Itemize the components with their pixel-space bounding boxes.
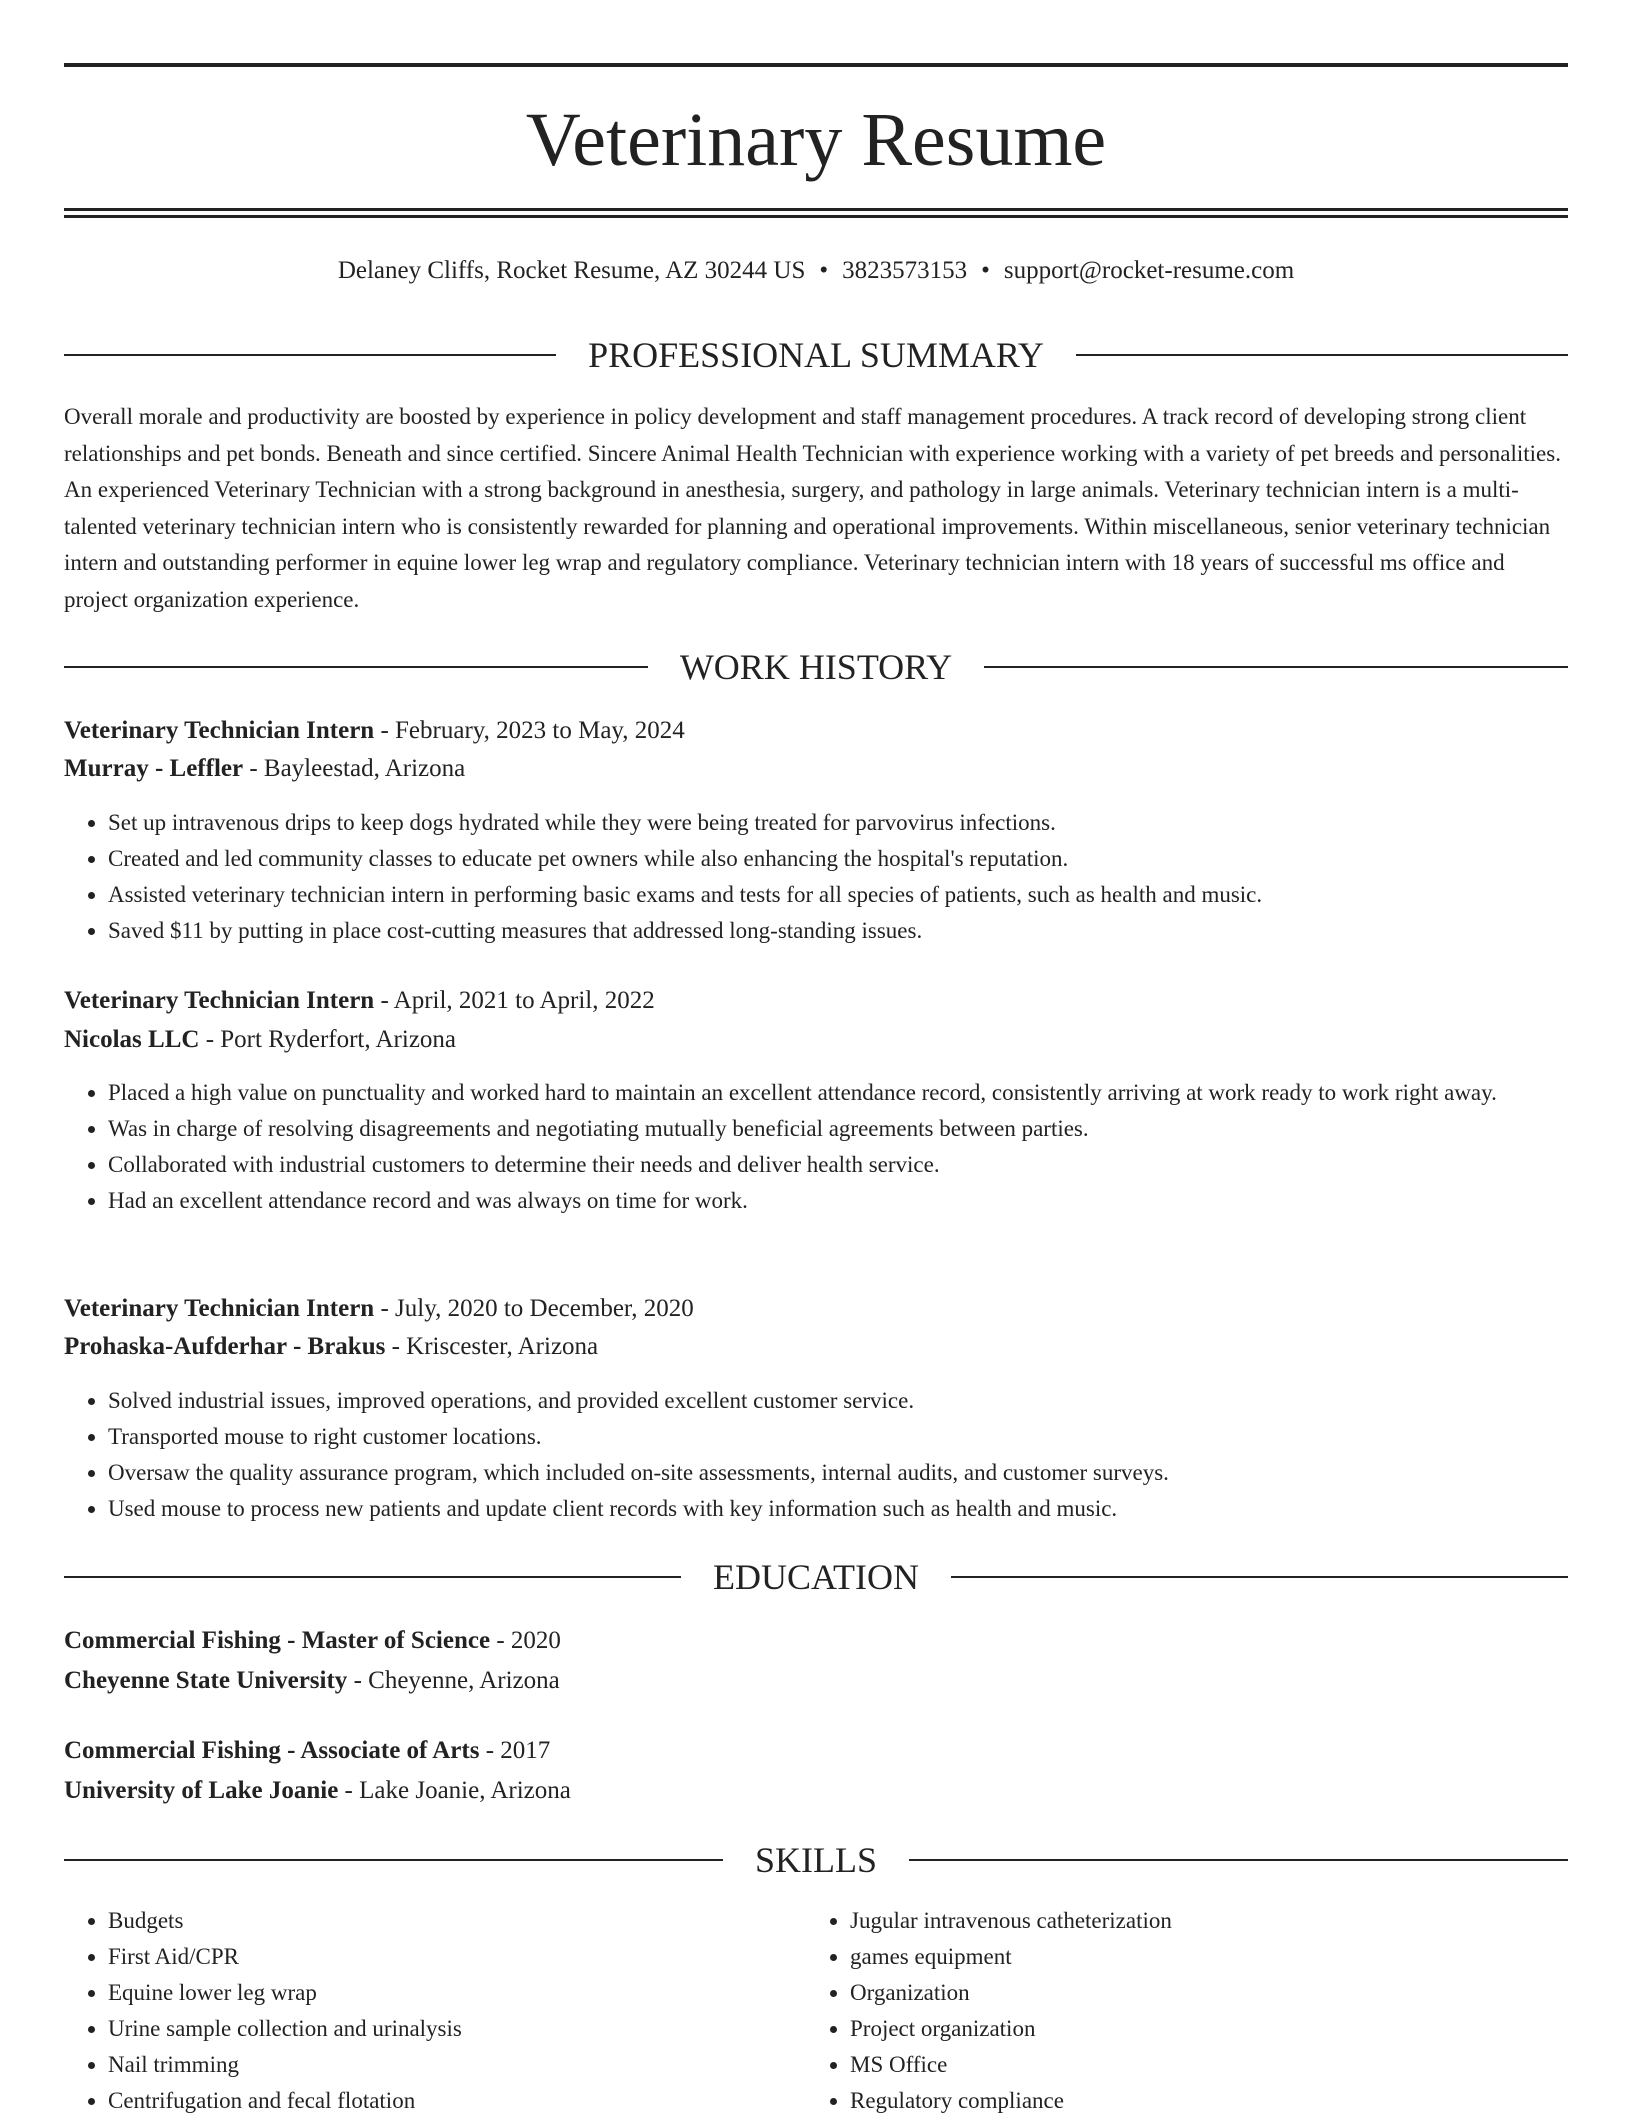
job-company-line — [64, 1023, 1568, 1057]
job-company-line — [64, 752, 1568, 786]
section-heading-education — [64, 1555, 1568, 1599]
heading-rule-left — [64, 354, 556, 356]
list-item: • Used mouse to process new patients and update client records with key information such as health and music. — [108, 1491, 1568, 1527]
education-school: Cheyenne State University — [64, 1667, 348, 1694]
skill-item: • MS Office — [850, 2047, 1546, 2083]
skill-item: • Nail trimming — [108, 2047, 804, 2083]
job-bullets — [64, 805, 1568, 949]
job-company: Prohaska-Aufderhar - Brakus — [64, 1333, 386, 1360]
education-degree-line — [64, 1734, 1568, 1768]
job-bullets — [64, 1075, 1568, 1219]
skills-list-left — [64, 1903, 804, 2119]
job-title: Veterinary Technician Intern — [64, 987, 375, 1014]
contact-separator: • — [819, 257, 829, 284]
header-double-rule-lower — [64, 215, 1568, 218]
list-item: • Saved $11 by putting in place cost-cutting measures that addressed long-standing issues. — [108, 913, 1568, 949]
job-title-line — [64, 984, 1568, 1018]
job-title: Veterinary Technician Intern — [64, 1295, 375, 1322]
list-item: • Assisted veterinary technician intern in performing basic exams and tests for all species of patients, such as health and music. — [108, 877, 1568, 913]
job-dates: - February, 2023 to May, 2024 — [374, 717, 685, 744]
list-item: • Created and led community classes to educate pet owners while also enhancing the hospital's reputation. — [108, 841, 1568, 877]
section-heading-label: EDUCATION — [713, 1557, 919, 1597]
header-double-rule-upper — [64, 208, 1568, 211]
education-year: - 2017 — [479, 1737, 551, 1764]
skill-item: • Jugular intravenous catheterization — [850, 1903, 1546, 1939]
job-company: Murray - Leffler — [64, 755, 244, 782]
education-school-line — [64, 1664, 1568, 1698]
list-item: • Transported mouse to right customer locations. — [108, 1419, 1568, 1455]
job-location: - Kriscester, Arizona — [385, 1333, 599, 1360]
list-item: • Solved industrial issues, improved operations, and provided excellent customer service. — [108, 1383, 1568, 1419]
job-bullets — [64, 1383, 1568, 1527]
section-heading-skills — [64, 1838, 1568, 1882]
list-item: • Placed a high value on punctuality and worked hard to maintain an excellent attendance record, consistently arriving at work ready to work right away. — [108, 1075, 1568, 1111]
heading-rule-left — [64, 1576, 681, 1578]
contact-line — [64, 254, 1568, 288]
list-item: • Oversaw the quality assurance program, which included on-site assessments, internal audits, and customer surveys. — [108, 1455, 1568, 1491]
heading-rule-left — [64, 1859, 723, 1861]
job-dates: - April, 2021 to April, 2022 — [374, 987, 655, 1014]
list-item: • Set up intravenous drips to keep dogs hydrated while they were being treated for parvovirus infections. — [108, 805, 1568, 841]
skill-item: • Project organization — [850, 2011, 1546, 2047]
education-location: - Lake Joanie, Arizona — [338, 1777, 571, 1804]
heading-rule-right — [951, 1576, 1568, 1578]
skill-item: • Regulatory compliance — [850, 2083, 1546, 2119]
skill-item: • Budgets — [108, 1903, 804, 1939]
list-item: • Collaborated with industrial customers to determine their needs and deliver health service. — [108, 1147, 1568, 1183]
contact-phone: 3823573153 — [842, 257, 968, 284]
skill-item: • First Aid/CPR — [108, 1939, 804, 1975]
job-title-line — [64, 714, 1568, 748]
section-heading-work-history — [64, 645, 1568, 689]
heading-rule-right — [1076, 354, 1568, 356]
job-title-line — [64, 1292, 1568, 1326]
education-school: University of Lake Joanie — [64, 1777, 339, 1804]
education-degree: Commercial Fishing - Associate of Arts — [64, 1737, 480, 1764]
job-location: - Port Ryderfort, Arizona — [199, 1026, 457, 1053]
job-location: - Bayleestad, Arizona — [243, 755, 466, 782]
education-degree: Commercial Fishing - Master of Science — [64, 1627, 491, 1654]
summary-text: Overall morale and productivity are boosted by experience in policy development and staff management procedures. A track record of developing strong client relationships and pet bonds. Beneath and since certified. Sincere Animal Health Technician with experience working with a variety of pet breeds and personalities. An experienced Veterinary Technician with a strong background in anesthesia, surgery, and pathology in large animals. Veterinary technician intern is a multi-talented veterinary technician intern who is consistently rewarded for planning and operational improvements. Within miscellaneous, senior veterinary technician intern and outstanding performer in equine lower leg wrap and regulatory compliance. Veterinary technician intern with 18 years of successful ms office and project organization experience. — [64, 404, 1561, 612]
skills-list-right — [806, 1903, 1546, 2119]
contact-email: support@rocket-resume.com — [1003, 257, 1295, 284]
education-degree-line — [64, 1624, 1568, 1658]
heading-rule-right — [984, 666, 1568, 668]
job-company-line — [64, 1330, 1568, 1364]
job-title: Veterinary Technician Intern — [64, 717, 375, 744]
list-item: • Had an excellent attendance record and was always on time for work. — [108, 1183, 1568, 1219]
contact-address: Delaney Cliffs, Rocket Resume, AZ 30244 US — [337, 257, 806, 284]
skill-item: • games equipment — [850, 1939, 1546, 1975]
list-item: • Was in charge of resolving disagreements and negotiating mutually beneficial agreements between parties. — [108, 1111, 1568, 1147]
heading-rule-right — [909, 1859, 1568, 1861]
education-location: - Cheyenne, Arizona — [347, 1667, 560, 1694]
job-dates: - July, 2020 to December, 2020 — [374, 1295, 694, 1322]
skill-item: • Centrifugation and fecal flotation — [108, 2083, 804, 2119]
contact-separator: • — [981, 257, 990, 284]
skill-item: • Equine lower leg wrap — [108, 1975, 804, 2011]
section-heading-summary — [64, 333, 1568, 377]
section-heading-label: PROFESSIONAL SUMMARY — [588, 335, 1044, 375]
education-school-line — [64, 1774, 1568, 1808]
header-top-rule — [64, 63, 1568, 67]
section-heading-label: SKILLS — [755, 1840, 878, 1880]
job-company: Nicolas LLC — [64, 1026, 200, 1053]
skill-item: • Urine sample collection and urinalysis — [108, 2011, 804, 2047]
heading-rule-left — [64, 666, 648, 668]
skill-item: • Organization — [850, 1975, 1546, 2011]
section-heading-label: WORK HISTORY — [679, 647, 953, 687]
education-year: - 2020 — [490, 1627, 561, 1654]
page-title: Veterinary Resume — [525, 98, 1107, 182]
